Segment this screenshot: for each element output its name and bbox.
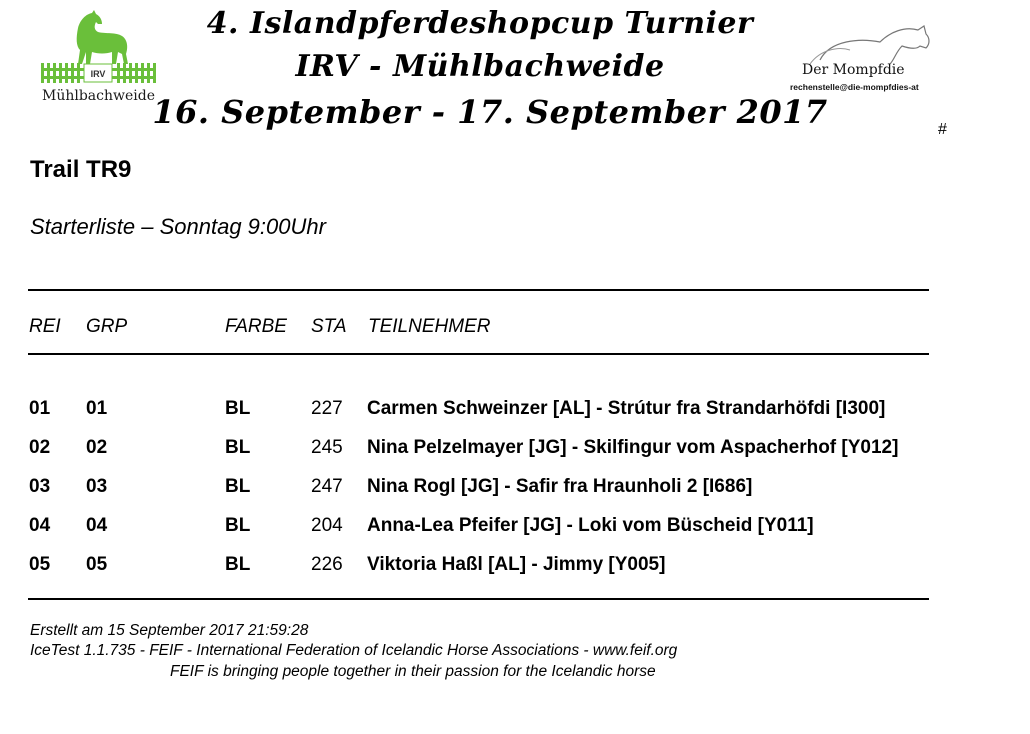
- divider-bottom: [28, 598, 929, 600]
- cell-teilnehmer: Anna-Lea Pfeifer [JG] - Loki vom Büscheid [Y011]: [367, 515, 814, 536]
- cell-teilnehmer: Viktoria Haßl [AL] - Jimmy [Y005]: [367, 554, 666, 575]
- cell-rei: 01: [29, 398, 51, 419]
- cell-grp: 04: [86, 515, 108, 536]
- cell-grp: 02: [86, 437, 108, 458]
- column-header-teilnehmer: TEILNEHMER: [368, 316, 491, 337]
- cell-rei: 03: [29, 476, 51, 497]
- column-header-sta: STA: [311, 316, 347, 337]
- title-line-2: IRV - Mühlbachweide: [295, 49, 665, 84]
- cell-grp: 05: [86, 554, 108, 575]
- hash-mark: #: [938, 121, 947, 138]
- logo-right-name: Der Mompfdie: [802, 62, 905, 78]
- cell-grp: 01: [86, 398, 108, 419]
- logo-right-email: rechenstelle@die-mompfdies-at: [790, 82, 919, 92]
- divider-top: [28, 289, 929, 291]
- title-line-3: 16. September - 17. September 2017: [152, 93, 828, 131]
- cell-sta: 204: [311, 515, 343, 536]
- cell-sta: 245: [311, 437, 343, 458]
- cell-sta: 247: [311, 476, 343, 497]
- cell-farbe: BL: [225, 554, 251, 575]
- cell-rei: 05: [29, 554, 51, 575]
- column-header-grp: GRP: [86, 316, 128, 337]
- cell-farbe: BL: [225, 515, 251, 536]
- footer-created: Erstellt am 15 September 2017 21:59:28: [30, 622, 309, 639]
- column-header-farbe: FARBE: [225, 316, 287, 337]
- cell-farbe: BL: [225, 398, 251, 419]
- page-title: Trail TR9: [30, 156, 132, 183]
- logo-badge: IRV: [90, 69, 106, 79]
- footer-slogan: FEIF is bringing people together in their passion for the Icelandic horse: [170, 663, 656, 680]
- cell-sta: 227: [311, 398, 343, 419]
- page-subtitle: Starterliste – Sonntag 9:00Uhr: [30, 214, 326, 239]
- column-header-rei: REI: [29, 316, 61, 337]
- cell-teilnehmer: Carmen Schweinzer [AL] - Strútur fra Strandarhöfdi [I300]: [367, 398, 886, 419]
- cell-rei: 04: [29, 515, 51, 536]
- divider-header: [28, 353, 929, 355]
- footer-software: IceTest 1.1.735 - FEIF - International Federation of Icelandic Horse Associations - www.feif.org: [30, 642, 678, 659]
- logo-name: Mühlbachweide: [41, 88, 155, 104]
- cell-farbe: BL: [225, 437, 251, 458]
- cell-sta: 226: [311, 554, 343, 575]
- cell-farbe: BL: [225, 476, 251, 497]
- cell-teilnehmer: Nina Rogl [JG] - Safir fra Hraunholi 2 [I686]: [367, 476, 753, 497]
- cell-rei: 02: [29, 437, 51, 458]
- right-logo: [790, 20, 940, 100]
- title-line-1: 4. Islandpferdeshopcup Turnier: [206, 6, 754, 41]
- cell-teilnehmer: Nina Pelzelmayer [JG] - Skilfingur vom Aspacherhof [Y012]: [367, 437, 899, 458]
- cell-grp: 03: [86, 476, 108, 497]
